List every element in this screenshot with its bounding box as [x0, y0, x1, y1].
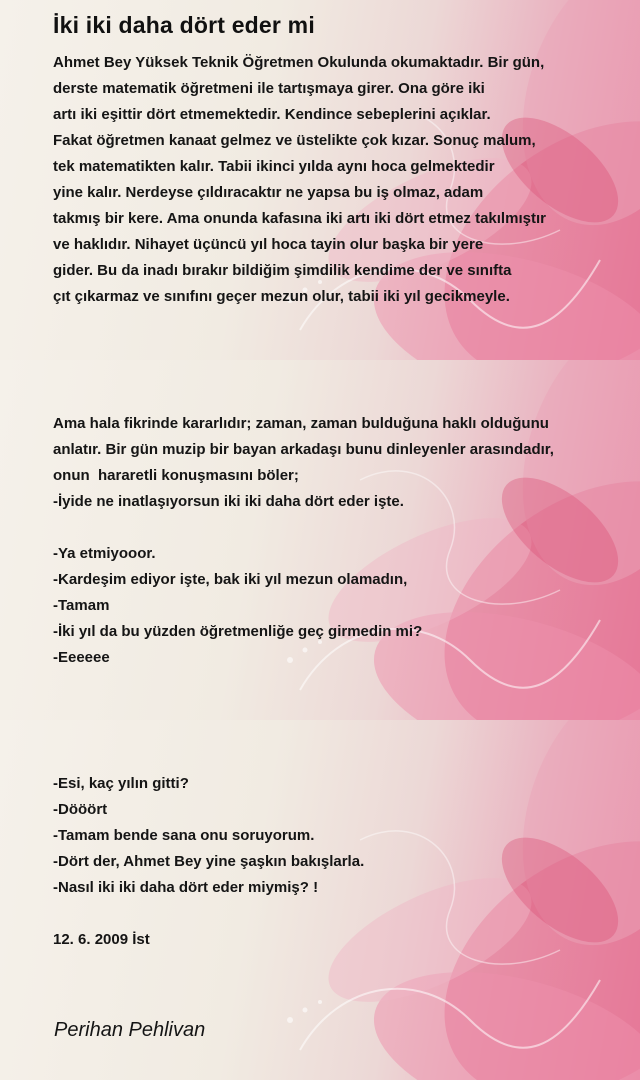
poem-line: Ama hala fikrinde kararlıdır; zaman, zaman bulduğuna haklı olduğunu	[53, 415, 549, 432]
poem-line	[53, 901, 364, 927]
poem-line: -İyide ne inatlaşıyorsun iki iki daha dört eder işte.	[53, 493, 404, 510]
poem-line: -İki yıl da bu yüzden öğretmenliğe geç girmedin mi?	[53, 623, 423, 640]
poem-line: tek matematikten kalır. Tabii ikinci yılda aynı hoca gelmektedir	[53, 158, 495, 175]
poem-line: -Dört der, Ahmet Bey yine şaşkın bakışlarla.	[53, 853, 365, 870]
poem-line: onun hararetli konuşmasını böler;	[53, 467, 299, 484]
stanza-3	[53, 771, 364, 953]
poem-line	[53, 515, 554, 541]
poem-line: -Nasıl iki iki daha dört eder miymiş? !	[53, 879, 319, 896]
poem-line: -Tamam	[53, 597, 110, 614]
poem-line: çıt çıkarmaz ve sınıfını geçer mezun olur, tabii iki yıl gecikmeyle.	[53, 288, 510, 305]
poem-line: -Eeeeee	[53, 649, 110, 666]
poem-line: -Kardeşim ediyor işte, bak iki yıl mezun olamadın,	[53, 571, 408, 588]
poem-line: -Esi, kaç yılın gitti?	[53, 775, 189, 792]
poem-line: derste matematik öğretmeni ile tartışmaya girer. Ona göre iki	[53, 80, 485, 97]
author-name: Perihan Pehlivan	[54, 1019, 206, 1041]
stanza-1	[53, 50, 546, 310]
poem-line: artı iki eşittir dört etmemektedir. Kendince sebeplerini açıklar.	[53, 106, 491, 123]
poem-line: ve haklıdır. Nihayet üçüncü yıl hoca tayin olur başka bir yere	[53, 236, 484, 253]
poem-line: Ahmet Bey Yüksek Teknik Öğretmen Okulunda okumaktadır. Bir gün,	[53, 54, 545, 71]
poem-line: takmış bir kere. Ama onunda kafasına iki artı iki dört etmez takılmıştır	[53, 210, 546, 227]
poem-line: anlatır. Bir gün muzip bir bayan arkadaşı bunu dinleyenler arasındadır,	[53, 441, 554, 458]
poem-date: 12. 6. 2009 İst	[53, 931, 150, 948]
poem-title: İki iki daha dört eder mi	[53, 12, 315, 38]
poem-line: -Ya etmiyooor.	[53, 545, 156, 562]
poem-line: -Tamam bende sana onu soruyorum.	[53, 827, 315, 844]
poem-line: gider. Bu da inadı bırakır bildiğim şimdilik kendime der ve sınıfta	[53, 262, 512, 279]
poem-line: Fakat öğretmen kanaat gelmez ve üstelikte çok kızar. Sonuç malum,	[53, 132, 536, 149]
stanza-2	[53, 411, 554, 671]
poem-line: -Dööört	[53, 801, 108, 818]
poem-line: yine kalır. Nerdeyse çıldıracaktır ne yapsa bu iş olmaz, adam	[53, 184, 484, 201]
